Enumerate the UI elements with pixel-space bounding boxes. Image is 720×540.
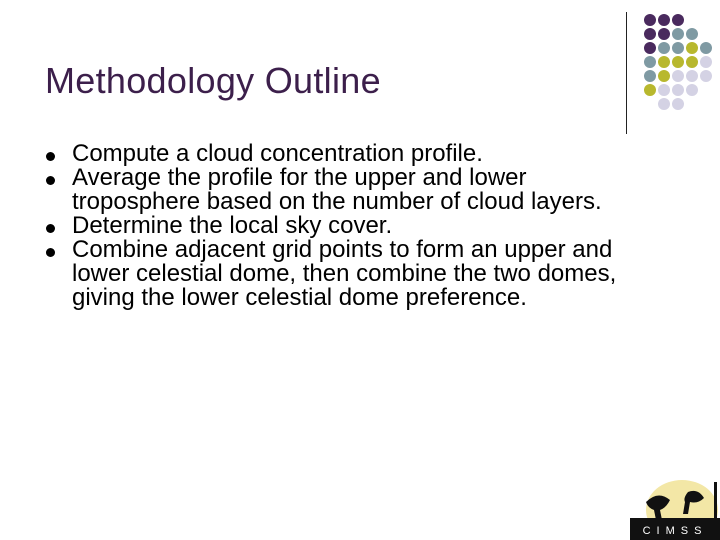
grid-dot xyxy=(658,98,670,110)
grid-dot xyxy=(644,14,656,26)
grid-dot xyxy=(672,70,684,82)
bullet-item xyxy=(44,142,644,166)
grid-dot xyxy=(686,28,698,40)
grid-dot xyxy=(658,70,670,82)
grid-dot xyxy=(644,70,656,82)
cimss-logo xyxy=(628,476,720,540)
logo-text: CIMSS xyxy=(642,525,708,537)
grid-dot xyxy=(700,70,712,82)
grid-dot xyxy=(686,84,698,96)
grid-dot xyxy=(700,42,712,54)
bullet-dot-icon xyxy=(46,224,55,233)
grid-dot xyxy=(672,14,684,26)
grid-dot xyxy=(644,84,656,96)
vertical-divider xyxy=(626,12,627,134)
grid-dot xyxy=(658,14,670,26)
grid-dot xyxy=(644,28,656,40)
bullet-text: Compute a cloud concentration profile. xyxy=(72,140,483,167)
bullet-list xyxy=(44,142,644,310)
grid-dot xyxy=(700,56,712,68)
grid-dot xyxy=(672,84,684,96)
bullet-dot-icon xyxy=(46,152,55,161)
grid-dot xyxy=(644,42,656,54)
grid-dot xyxy=(686,56,698,68)
grid-dot xyxy=(658,28,670,40)
grid-dot xyxy=(672,42,684,54)
logo-tower-icon xyxy=(714,482,717,518)
grid-dot xyxy=(658,84,670,96)
slide-title: Methodology Outline xyxy=(45,60,381,101)
grid-dot xyxy=(644,56,656,68)
bullet-item xyxy=(44,238,644,310)
grid-dot xyxy=(658,42,670,54)
bullet-text: Combine adjacent grid points to form an upper and lower celestial dome, then combine the two domes, giving the lower celestial dome preference. xyxy=(72,236,617,311)
grid-dot xyxy=(672,98,684,110)
decorative-dot-grid xyxy=(640,12,720,124)
grid-dot xyxy=(672,56,684,68)
bullet-item xyxy=(44,214,644,238)
bullet-text: Determine the local sky cover. xyxy=(72,212,393,239)
grid-dot xyxy=(686,42,698,54)
grid-dot xyxy=(686,70,698,82)
bullet-dot-icon xyxy=(46,248,55,257)
grid-dot xyxy=(672,28,684,40)
bullet-item xyxy=(44,166,644,214)
grid-dot xyxy=(658,56,670,68)
bullet-dot-icon xyxy=(46,176,55,185)
bullet-text: Average the profile for the upper and lower troposphere based on the number of cloud layers. xyxy=(72,164,602,215)
